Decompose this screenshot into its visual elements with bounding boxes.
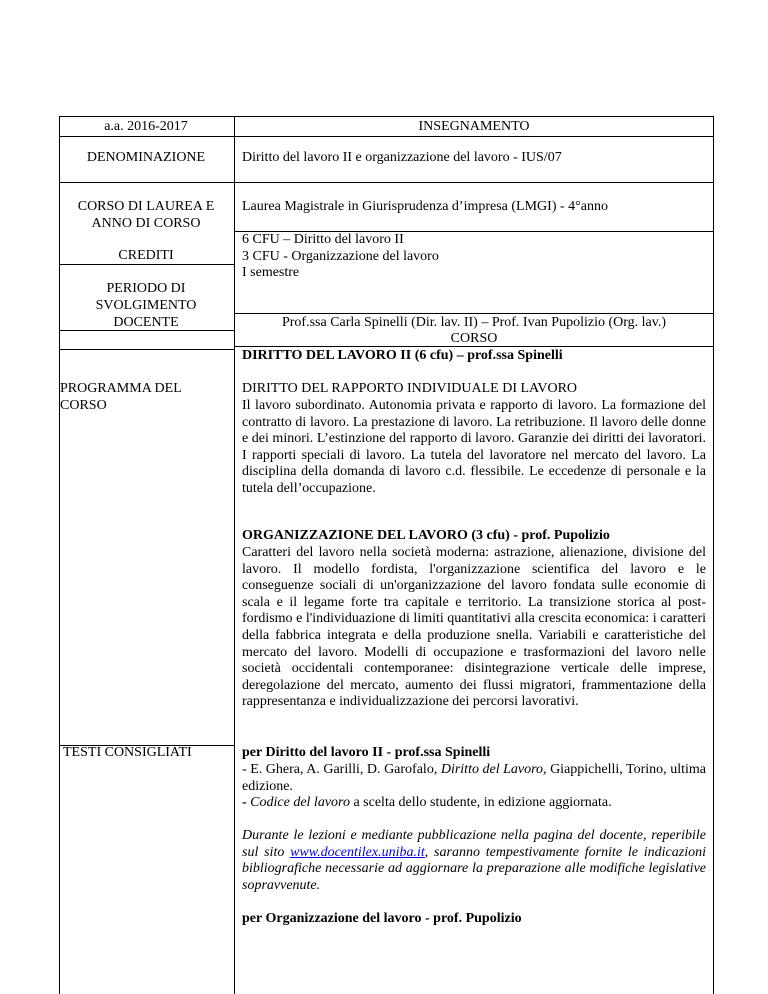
programma-label-line2: CORSO: [60, 397, 107, 413]
programma-label-line1: PROGRAMMA DEL: [60, 381, 182, 396]
crediti-value: [242, 232, 706, 282]
reference-2-suffix: a scelta dello studente, in edizione aggiornata.: [349, 795, 612, 810]
note-text-start: Durante le lezioni e mediante pubblicazione nella pagina del docente, reperibile sul sito: [242, 828, 706, 860]
crediti-label: CREDITI: [118, 248, 174, 263]
denominazione-label: DENOMINAZIONE: [86, 150, 206, 165]
periodo-label-line1: PERIODO DI: [106, 281, 186, 296]
note-text-end: , saranno tempestivamente fornite le indicazioni bibliografiche necessarie ad aggiornare la preparazione alle modifiche legislative sopravvenute.: [242, 844, 706, 893]
periodo-label-line2: SVOLGIMENTO: [95, 297, 197, 313]
reference-2: [242, 795, 706, 812]
docente-value: Prof.ssa Carla Spinelli (Dir. lav. II) – Prof. Ivan Pupolizio (Org. lav.): [281, 315, 667, 330]
reference-1-authors: - E. Ghera, A. Garilli, D. Garofalo,: [242, 762, 441, 777]
corso-heading: CORSO: [450, 331, 498, 346]
crediti-line-3: I semestre: [242, 265, 300, 281]
reference-2-title: Codice del lavoro: [250, 795, 350, 810]
table-border-right: [713, 116, 714, 994]
programma-label: [60, 381, 232, 414]
row-divider: [59, 349, 235, 350]
academic-year-label: a.a. 2016-2017: [104, 119, 188, 134]
bibliography-note: [242, 828, 706, 894]
rapporto-individuale-heading: DIRITTO DEL RAPPORTO INDIVIDUALE DI LAVORO: [242, 381, 578, 396]
corso-laurea-label: [60, 199, 232, 232]
docente-label: DOCENTE: [113, 315, 179, 330]
table-border-top: [59, 116, 714, 117]
reference-1-publisher: , Giappichelli, Torino, ultima edizione.: [242, 762, 706, 794]
row-divider: [235, 313, 714, 314]
row-divider: [59, 182, 714, 183]
corso-laurea-label-line2: ANNO DI CORSO: [91, 215, 201, 231]
rapporto-individuale-text: Il lavoro subordinato. Autonomia privata e rapporto di lavoro. La formazione del contratto di lavoro. La prestazione di lavoro. La retribuzione. Il lavoro delle donne e dei minori. L’estinzione del rapporto di lavoro. Garanzie dei diritti dei lavoratori. I rapporti speciali di lavoro. La tutela del lavoratore nel mercato del lavoro. La disciplina della domanda di lavoro c.d. flessibile. Le eccedenze di personale e la tutela dell’occupazione.: [242, 398, 706, 496]
corso-laurea-label-line1: CORSO DI LAUREA E: [77, 199, 215, 214]
reference-1: [242, 762, 706, 795]
testi-consigliati-label: TESTI CONSIGLIATI: [63, 745, 192, 760]
docentilex-link[interactable]: www.docentilex.uniba.it: [290, 844, 425, 860]
testi-spinelli-heading: per Diritto del lavoro II - prof.ssa Spinelli: [242, 745, 491, 760]
reference-2-dash: -: [242, 795, 251, 810]
row-divider: [59, 136, 714, 137]
organizzazione-text: Caratteri del lavoro nella società moderna: astrazione, alienazione, divisione del lavoro. Il modello fordista, l'organizzazione scientifica del lavoro e le conseguenze sociali di un'organizzazione del lavoro fondata sulle economie di scala e il legame forte tra capitale e territorio. La transizione storica al post-fordismo e l'individuazione di limiti quantitativi alla crescita economica: i caratteri della fabbrica integrata e della produzione snella. Variabili e caratteristiche del mercato del lavoro. Modelli di occupazione e trasformazioni del lavoro nelle società occidentali contemporanee: disintegrazione verticale delle imprese, deregolazione del mercato, aumento dei flussi migratori, frammentazione della rappresentanza e individualizzazione dei percorsi lavorativi.: [242, 545, 706, 710]
denominazione-value: Diritto del lavoro II e organizzazione del lavoro - IUS/07: [242, 150, 562, 165]
diritto-lavoro-heading: DIRITTO DEL LAVORO II (6 cfu) – prof.ssa Spinelli: [242, 348, 563, 363]
crediti-line-2: 3 CFU - Organizzazione del lavoro: [242, 248, 439, 264]
insegnamento-heading: INSEGNAMENTO: [418, 119, 530, 134]
corso-laurea-value: Laurea Magistrale in Giurisprudenza d’impresa (LMGI) - 4°anno: [242, 199, 608, 214]
testi-pupolizio-heading: per Organizzazione del lavoro - prof. Pupolizio: [242, 911, 522, 926]
table-column-divider: [234, 116, 235, 994]
crediti-line-1: 6 CFU – Diritto del lavoro II: [242, 232, 404, 247]
reference-1-title: Diritto del Lavoro: [440, 762, 544, 777]
periodo-label: [60, 281, 232, 314]
organizzazione-heading: ORGANIZZAZIONE DEL LAVORO (3 cfu) - prof. Pupolizio: [242, 528, 610, 543]
